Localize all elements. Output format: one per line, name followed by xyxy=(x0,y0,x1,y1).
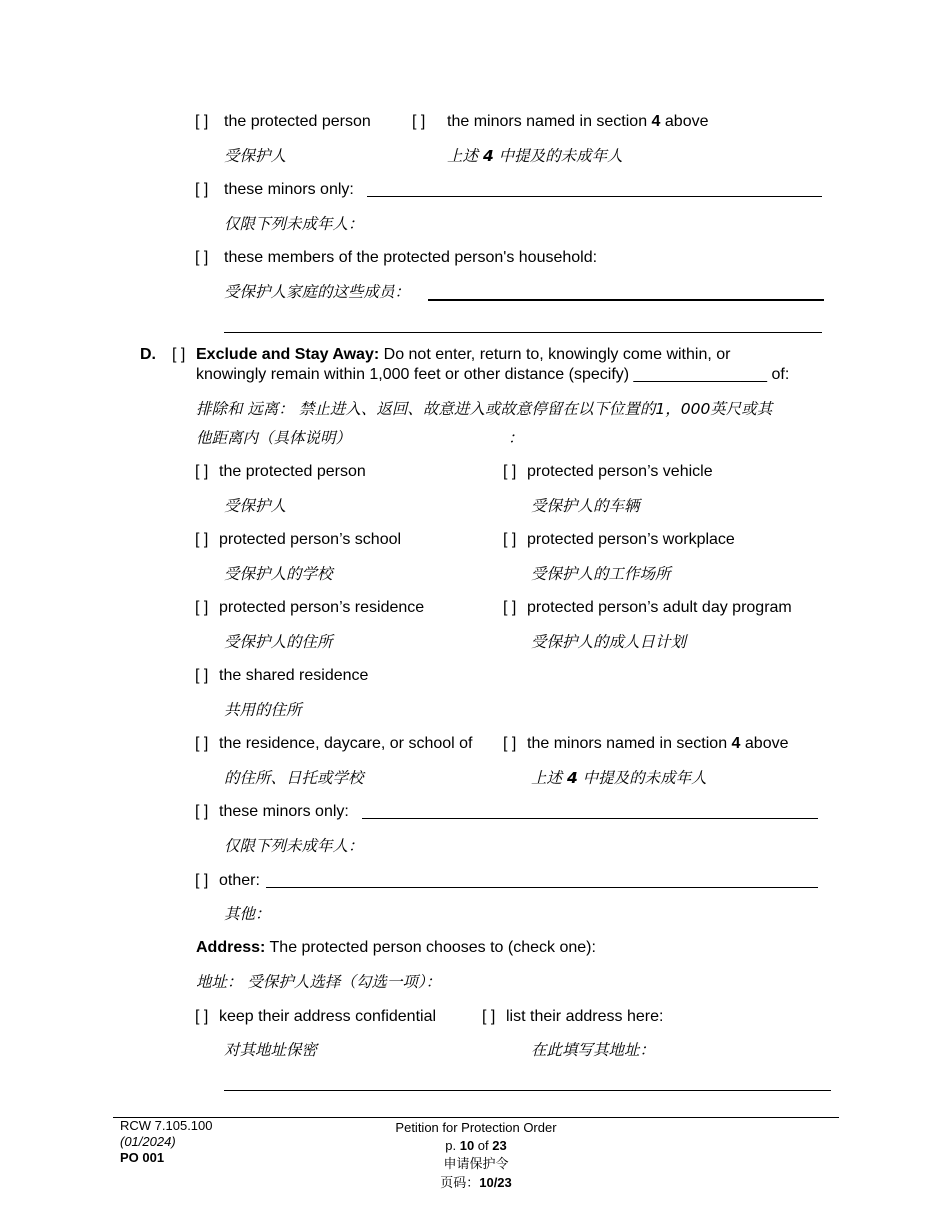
footer-title: Petition for Protection Order xyxy=(395,1120,557,1135)
d-residence-of-zh: 的住所、日托或学校 xyxy=(224,769,364,787)
household-field-line2[interactable] xyxy=(224,332,822,333)
d-workplace-zh: 受保护人的工作场所 xyxy=(531,565,671,583)
checkbox-minors-named[interactable]: [ ] xyxy=(412,113,426,130)
these-minors-field[interactable] xyxy=(367,196,822,197)
d-shared-label: the shared residence xyxy=(219,667,369,684)
address-zh: 地址： 受保护人选择（勾选一项）： xyxy=(196,973,442,991)
checkbox-d-workplace[interactable]: [ ] xyxy=(503,531,517,548)
household-zh: 受保护人家庭的这些成员： xyxy=(224,283,411,301)
address-field[interactable] xyxy=(224,1090,831,1091)
d-school-label: protected person’s school xyxy=(219,531,402,548)
address-list-label: list their address here: xyxy=(506,1008,664,1025)
d-these-minors-field[interactable] xyxy=(362,818,818,819)
checkbox-section-d[interactable]: [ ] xyxy=(172,346,186,363)
d-school-zh: 受保护人的学校 xyxy=(224,565,333,583)
section-d-zh-colon: ： xyxy=(508,429,524,447)
footer-divider xyxy=(113,1117,839,1118)
d-residence-zh: 受保护人的住所 xyxy=(224,633,333,651)
d-other-field[interactable] xyxy=(266,887,818,888)
section-d-zh-line1: 排除和 远离： 禁止进入、返回、故意进入或故意停留在以下位置的1，000英尺或其 xyxy=(196,400,773,418)
minors-named-label: the minors named in section 4 above xyxy=(447,113,709,130)
footer-page-zh: 页码：10/23 xyxy=(440,1175,512,1190)
checkbox-d-other[interactable]: [ ] xyxy=(195,872,209,889)
address-confidential-zh: 对其地址保密 xyxy=(224,1041,318,1059)
these-minors-label: these minors only: xyxy=(224,181,354,198)
d-adult-day-label: protected person’s adult day program xyxy=(527,599,792,616)
d-other-zh: 其他： xyxy=(224,905,271,923)
d-other-label: other: xyxy=(219,872,260,889)
section-d-line1: Exclude and Stay Away: Do not enter, return to, knowingly come within, or xyxy=(196,346,731,363)
checkbox-d-residence-of[interactable]: [ ] xyxy=(195,735,209,752)
d-workplace-label: protected person’s workplace xyxy=(527,531,735,548)
footer-title-zh: 申请保护令 xyxy=(443,1156,509,1171)
d-these-minors-label: these minors only: xyxy=(219,803,349,820)
d-residence-of-label: the residence, daycare, or school of xyxy=(219,735,473,752)
protected-person-zh: 受保护人 xyxy=(224,147,287,165)
household-field[interactable] xyxy=(428,299,824,301)
checkbox-household[interactable]: [ ] xyxy=(195,249,209,266)
checkbox-d-residence[interactable]: [ ] xyxy=(195,599,209,616)
address-list-zh: 在此填写其地址： xyxy=(531,1041,656,1059)
checkbox-d-minors-named[interactable]: [ ] xyxy=(503,735,517,752)
section-d-letter: D. xyxy=(140,346,156,363)
address-heading: Address: The protected person chooses to (check one): xyxy=(196,939,596,956)
protected-person-label: the protected person xyxy=(224,113,371,130)
checkbox-d-vehicle[interactable]: [ ] xyxy=(503,463,517,480)
section-d-line2: knowingly remain within 1,000 feet or other distance (specify) _______________ of: xyxy=(196,366,790,383)
checkbox-these-minors[interactable]: [ ] xyxy=(195,181,209,198)
household-label: these members of the protected person's household: xyxy=(224,249,598,266)
checkbox-d-these-minors[interactable]: [ ] xyxy=(195,803,209,820)
d-vehicle-label: protected person’s vehicle xyxy=(527,463,713,480)
d-minors-named-zh: 上述 4 中提及的未成年人 xyxy=(531,769,707,787)
d-adult-day-zh: 受保护人的成人日计划 xyxy=(531,633,687,651)
footer-date: (01/2024) xyxy=(120,1134,176,1149)
d-protected-person-zh: 受保护人 xyxy=(224,497,287,515)
checkbox-d-protected-person[interactable]: [ ] xyxy=(195,463,209,480)
address-confidential-label: keep their address confidential xyxy=(219,1008,437,1025)
checkbox-d-shared[interactable]: [ ] xyxy=(195,667,209,684)
checkbox-d-adult-day[interactable]: [ ] xyxy=(503,599,517,616)
section-d-zh-line2: 他距离内（具体说明） xyxy=(196,429,352,447)
d-residence-label: protected person’s residence xyxy=(219,599,425,616)
checkbox-protected-person[interactable]: [ ] xyxy=(195,113,209,130)
footer-page: p. 10 of 23 xyxy=(445,1138,507,1153)
d-protected-person-label: the protected person xyxy=(219,463,366,480)
these-minors-zh: 仅限下列未成年人： xyxy=(224,215,364,233)
d-minors-named-label: the minors named in section 4 above xyxy=(527,735,789,752)
checkbox-d-school[interactable]: [ ] xyxy=(195,531,209,548)
d-these-minors-zh: 仅限下列未成年人： xyxy=(224,837,364,855)
d-shared-zh: 共用的住所 xyxy=(224,701,302,719)
footer-rcw: RCW 7.105.100 xyxy=(120,1118,213,1133)
checkbox-address-confidential[interactable]: [ ] xyxy=(195,1008,209,1025)
footer-form-number: PO 001 xyxy=(120,1150,165,1165)
d-vehicle-zh: 受保护人的车辆 xyxy=(531,497,640,515)
checkbox-address-list[interactable]: [ ] xyxy=(482,1008,496,1025)
minors-named-zh: 上述 4 中提及的未成年人 xyxy=(447,147,623,165)
